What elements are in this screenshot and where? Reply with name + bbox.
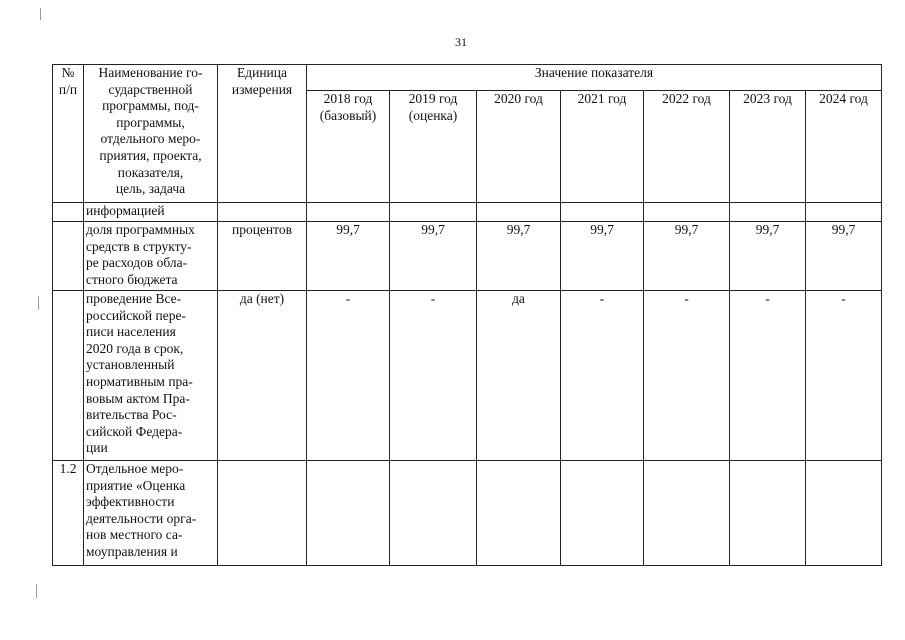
row-value xyxy=(644,203,730,222)
row-value xyxy=(307,203,390,222)
row-name: информацией xyxy=(84,203,218,222)
row-value: 99,7 xyxy=(806,222,882,291)
row-name: Отдельное меро- приятие «Оценка эффективности деятельности орга- нов местного са- моуправления и xyxy=(84,461,218,566)
header-year: 2023 год xyxy=(730,91,806,203)
row-value xyxy=(561,461,644,566)
row-value: - xyxy=(730,291,806,461)
table-row xyxy=(53,203,882,222)
row-unit xyxy=(218,461,307,566)
table-row xyxy=(53,291,882,461)
header-year: 2022 год xyxy=(644,91,730,203)
scan-margin-mark xyxy=(40,8,41,20)
row-unit: да (нет) xyxy=(218,291,307,461)
scan-margin-mark xyxy=(38,296,39,310)
header-name: Наименование го- сударственной программы, под- программы, отдельного меро- приятия, проекта, показателя, цель, задача xyxy=(84,65,218,203)
indicators-table xyxy=(52,64,882,566)
header-value-group: Значение показателя xyxy=(307,65,882,91)
header-year: 2018 год (базовый) xyxy=(307,91,390,203)
row-value xyxy=(307,461,390,566)
row-value xyxy=(561,203,644,222)
page-number: 31 xyxy=(455,35,467,49)
row-value: - xyxy=(390,291,477,461)
table-header xyxy=(53,65,882,203)
header-num: № п/п xyxy=(53,65,84,203)
row-value: 99,7 xyxy=(561,222,644,291)
row-value: - xyxy=(806,291,882,461)
row-name: доля программных средств в структу- ре расходов обла- стного бюджета xyxy=(84,222,218,291)
row-unit: процентов xyxy=(218,222,307,291)
table-row xyxy=(53,222,882,291)
row-value xyxy=(477,203,561,222)
row-value: 99,7 xyxy=(307,222,390,291)
header-year: 2020 год xyxy=(477,91,561,203)
row-value xyxy=(390,461,477,566)
row-value: - xyxy=(644,291,730,461)
row-value: 99,7 xyxy=(730,222,806,291)
row-value xyxy=(477,461,561,566)
row-value xyxy=(806,461,882,566)
row-num: 1.2 xyxy=(53,461,84,566)
row-value: 99,7 xyxy=(644,222,730,291)
row-value xyxy=(730,461,806,566)
row-unit xyxy=(218,203,307,222)
row-value: - xyxy=(307,291,390,461)
table-row xyxy=(53,461,882,566)
row-num xyxy=(53,291,84,461)
row-value: 99,7 xyxy=(477,222,561,291)
header-year: 2019 год (оценка) xyxy=(390,91,477,203)
header-year: 2021 год xyxy=(561,91,644,203)
row-value xyxy=(644,461,730,566)
row-value: - xyxy=(561,291,644,461)
row-value: 99,7 xyxy=(390,222,477,291)
row-value xyxy=(806,203,882,222)
row-num xyxy=(53,222,84,291)
header-year: 2024 год xyxy=(806,91,882,203)
row-num xyxy=(53,203,84,222)
row-name: проведение Все- российской пере- писи населения 2020 года в срок, установленный нормативным пра- вовым актом Пра- вительства Рос- сийской Федера- ции xyxy=(84,291,218,461)
scan-margin-mark xyxy=(36,584,37,598)
row-value xyxy=(390,203,477,222)
row-value xyxy=(730,203,806,222)
row-value: да xyxy=(477,291,561,461)
header-unit: Единица измерения xyxy=(218,65,307,203)
